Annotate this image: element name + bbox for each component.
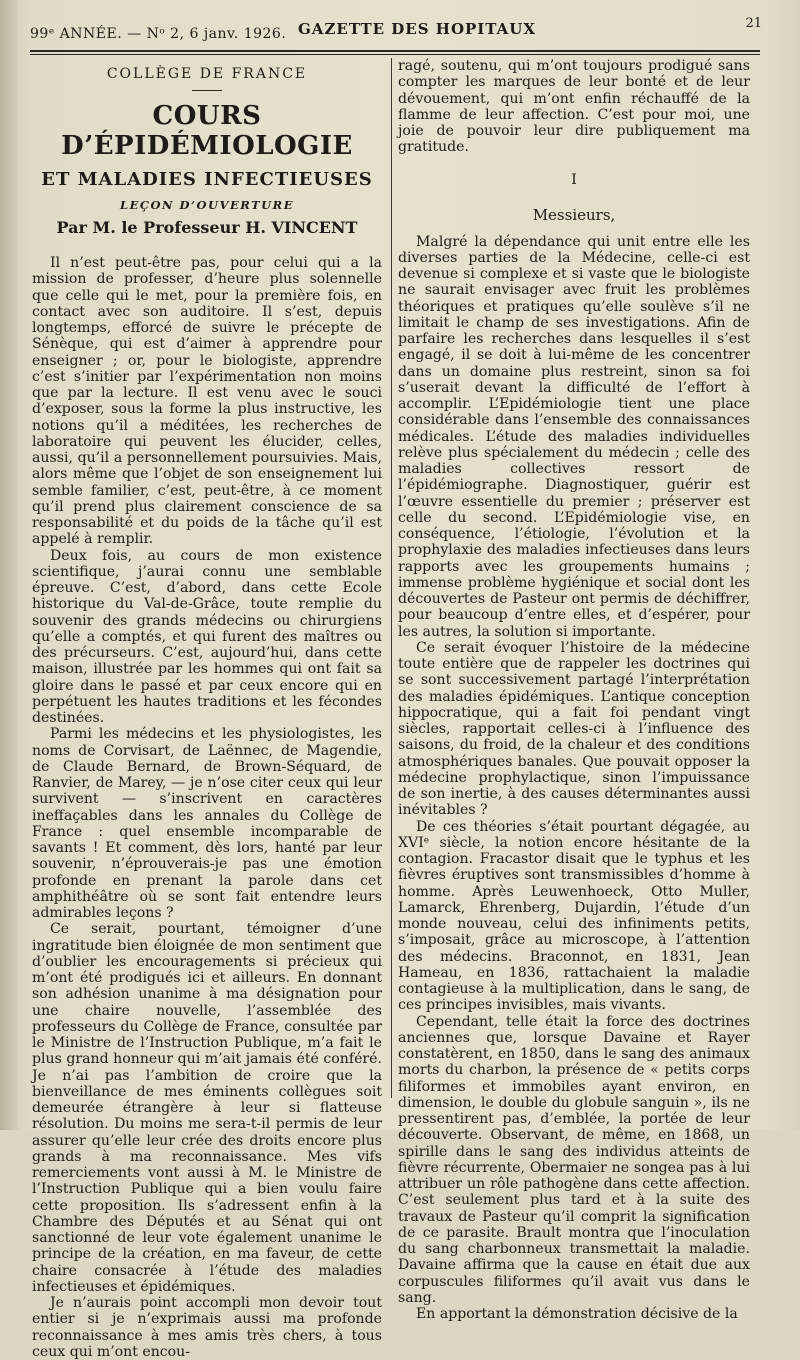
institution-heading: COLLÈGE DE FRANCE [106, 66, 308, 82]
right-column [398, 58, 750, 1322]
page-spine-shadow [0, 0, 18, 1130]
left-column [32, 58, 382, 1360]
section-number: I [571, 171, 577, 188]
lecture-label: LEÇON D’OUVERTURE [119, 198, 294, 212]
paragraph: En apportant la démonstration décisive de la [416, 1306, 738, 1322]
column-divider [391, 58, 392, 1098]
page-header [30, 14, 762, 46]
journal-title: GAZETTE DES HOPITAUX [298, 20, 537, 38]
article-subtitle: ET MALADIES INFECTIEUSES [41, 169, 373, 190]
paragraph: Ce serait, pourtant, témoigner d’une ingratitude bien éloignée de mon sentiment que d’oublier les encouragements si précieux qui m’ont été prodigués ici et ailleurs. En donnant son adhésion unanime à ma désignation pour une chaire nouvelle, l’assemblée des professeurs du Collège de France, consultée par le Ministre de l’Instruction Publique, m’a fait le plus grand honneur qui m’ait jamais été conféré. Je n’ai pas l’ambition de croire que la bienveillance de mes éminents collègues soit demeurée étrangère à leur si flatteuse résolution. Du moins me sera-t-il permis de leur assurer qu’elle leur crée des droits encore plus grands à ma reconnaissance. Mes vifs remerciements vont aussi à M. le Ministre de l’Instruction Publique qui a bien voulu faire cette proposition. Ils s’adressent enfin à la Chambre des Députés et au Sénat qui ont sanctionné de leur vote également unanime le principe de la création, en ma faveur, de cette chaire consacrée à l’étude des maladies infectieuses et épidémiques. [32, 921, 382, 1295]
paragraph: Parmi les médecins et les physiologistes, les noms de Corvisart, de Laënnec, de Magendie, de Claude Bernard, de Brown-Séquard, de Ranvier, de Marey, — je n’ose citer ceux qui leur survivent — s’inscrivent en caractères ineffaçables dans les annales du Collège de France : quel ensemble incomparable de savants ! Et comment, dès lors, hanté par leur souvenir, n’éprouverais-je pas une émotion profonde en prenant la parole dans cet amphithéâtre où se sont fait entendre leurs admirables leçons ? [32, 726, 382, 921]
paragraph: De ces théories s’était pourtant dégagée, au XVIᵉ siècle, la notion encore hésitante de la contagion. Fracastor disait que le typhus et les fièvres éruptives sont transmissibles d’homme à homme. Après Leuwenhoeck, Otto Muller, Lamarck, Ehrenberg, Dujardin, l’étude d’un monde nouveau, celui des infiniments petits, s’imposait, grâce au microscope, à l’attention des médecins. Braconnot, en 1831, Jean Hameau, en 1836, rattachaient la maladie contagieuse à la multiplication, dans le sang, de ces principes invisibles, mais vivants. [398, 818, 750, 1014]
article-title: COURS D’ÉPIDÉMIOLOGIE [61, 101, 353, 161]
paragraph: Deux fois, au cours de mon existence scientifique, j’aurai connu une semblable épreuve. C’est, d’abord, dans cette Ecole historique du Val-de-Grâce, toute remplie du souvenir des grands médecins ou chirurgiens qu’elle a comptés, et qui furent des maîtres ou des précurseurs. C’est, aujourd’hui, dans cette maison, illustrée par les hommes qui ont fait sa gloire dans le passé et par ceux encore qui en perpétuent les hautes traditions et les fécondes destinées. [32, 547, 382, 726]
header-rule-thick [30, 50, 760, 52]
paragraph: Malgré la dépendance qui unit entre elle les diverses parties de la Médecine, celle-ci est devenue si complexe et si vaste que le biologiste ne saurait envisager avec fruit les problèmes théoriques et pratiques qu’elle soulève s’il ne limitait le champ de ses investigations. Afin de parfaire les recherches dans lesquelles il s’est engagé, il se doit à lui-même de les concentrer dans un domaine plus restreint, sinon sa foi s’userait devant la difficulté de l’effort à accomplir. L’Epidémiologie tient une place considérable dans l’ensemble des connaissances médicales. L’étude des maladies individuelles relève plus spécialement du médecin ; celle des maladies collectives ressort de l’épidémiographe. Diagnostiquer, guérir est l’œuvre essentielle du premier ; préserver est celle du second. L’Epidémiologie vise, en conséquence, l’étiologie, l’évolution et la prophylaxie des maladies infectieuses dans leurs rapports avec les groupements humains ; immense problème hygiénique et social dont les découvertes de Pasteur ont permis de déchiffrer, pour beaucoup d’entre elles, et d’espérer, pour les autres, la solution si importante. [398, 233, 750, 640]
continued-paragraph: ragé, soutenu, qui m’ont toujours prodigué sans compter les marques de leur bonté et de leur dévouement, qui m’ont enfin réchauffé de la flamme de leur affection. C’est pour moi, une joie de pouvoir leur dire publiquement ma gratitude. [398, 58, 750, 156]
author-line: Par M. le Professeur H. VINCENT [56, 218, 358, 237]
paragraph: Il n’est peut-être pas, pour celui qui a la mission de professer, d’heure plus solennelle que celle qui le met, pour la première fois, en contact avec son auditoire. Il s’est, depuis longtemps, efforcé de suivre le précepte de Sénèque, qui est d’aimer à apprendre pour enseigner ; or, pour le biologiste, apprendre c’est s’initier par l’expérimentation non moins que par la lecture. Il est venu avec le souci d’exposer, sous la forme la plus instructive, les notions qu’il a méditées, les recherches de laboratoire qui peuvent les élucider, celles, aussi, qu’il a personnellement poursuivies. Mais, alors même que l’objet de son enseignement lui semble familier, c’est, peut-être, à ce moment qu’il prend plus clairement conscience de sa responsabilité et du poids de la tâche qu’il est appelé à remplir. [32, 255, 382, 548]
paragraph: Je n’aurais point accompli mon devoir tout entier si je n’exprimais aussi ma profonde reconnaissance à mes amis très chers, à tous ceux qui m’ont encou- [32, 1295, 382, 1360]
heading-divider [192, 90, 222, 91]
header-rule-thin [30, 54, 760, 55]
paragraph: Ce serait évoquer l’histoire de la médecine toute entière que de rappeler les doctrines qui se sont successivement partagé l’interprétation des maladies épidémiques. L’antique conception hippocratique, qui a fait foi pendant vingt siècles, rapportait celles-ci à l’influence des saisons, du froid, de la chaleur et des conditions atmosphériques banales. Que pouvait opposer la médecine prophylactique, sinon l’impuissance de son inertie, à des causes déterminantes aussi inévitables ? [398, 639, 750, 819]
page-number: 21 [745, 16, 762, 31]
issue-info: 99ᵉ ANNÉE. — Nᵒ 2, 6 janv. 1926. [30, 26, 287, 42]
paragraph: Cependant, telle était la force des doctrines anciennes que, lorsque Davaine et Rayer constatèrent, en 1850, dans le sang des animaux morts du charbon, la présence de « petits corps filiformes et immobiles ayant environ, en dimension, le double du globule sanguin », ils ne pressentirent pas, d’emblée, la portée de leur découverte. Observant, de même, en 1868, un spirille dans le sang des individus atteints de fièvre récurrente, Obermaier ne songea pas à lui attribuer un rôle pathogène dans cette affection. C’est seulement plus tard et à la suite des travaux de Pasteur qu’il comprit la signification de ce parasite. Brault montra que l’inoculation du sang charbonneux transmettait la maladie. Davaine affirma que la cause en était due aux corpuscules filiformes qu’il avait vus dans le sang. [398, 1013, 750, 1306]
salutation: Messieurs, [532, 205, 616, 224]
